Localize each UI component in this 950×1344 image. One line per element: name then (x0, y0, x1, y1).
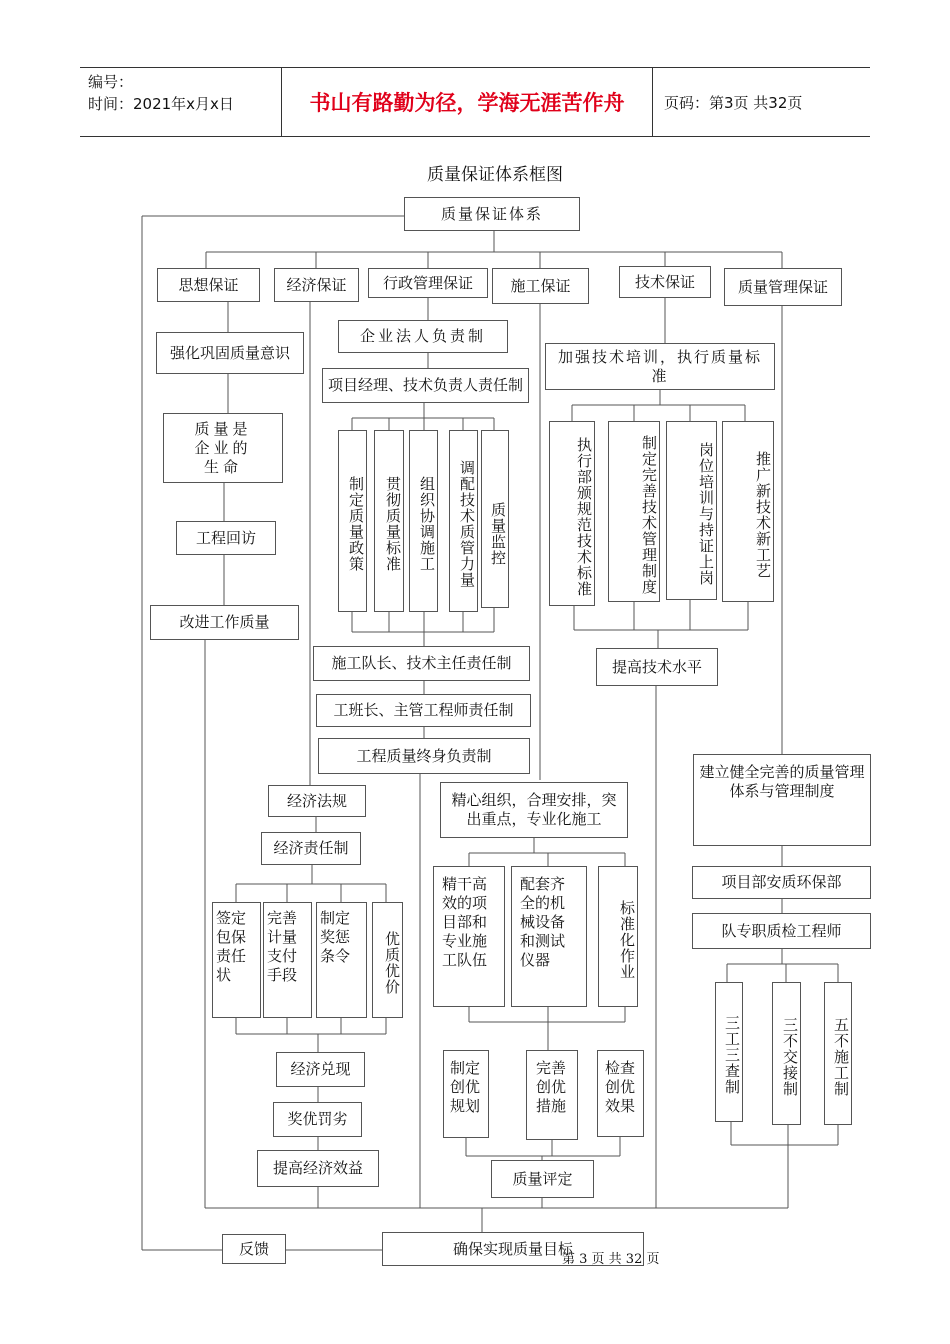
branch-thought: 思想保证 (157, 268, 260, 302)
tech-subitem-4: 推广新技术新工艺 (722, 421, 774, 602)
qm-rule-2: 三不交接制 (772, 982, 801, 1125)
admin-subitem-1: 制定质量政策 (338, 430, 367, 612)
econ-benefit: 提高经济效益 (257, 1150, 379, 1187)
header-page-info: 页码：第3页 共32页 (664, 93, 803, 112)
goal-node: 确保实现质量目标 (382, 1232, 644, 1266)
qm-dept: 项目部安质环保部 (692, 866, 871, 899)
branch-admin: 行政管理保证 (368, 268, 488, 298)
admin-pm-resp: 项目经理、技术负责人责任制 (322, 368, 529, 403)
qm-rule-1: 三工三查制 (715, 982, 743, 1122)
tech-training: 加强技术培训，执行质量标准 (545, 343, 775, 390)
admin-subitem-3: 组织协调施工 (409, 430, 438, 612)
tech-subitem-3: 岗位培训与持证上岗 (666, 421, 717, 600)
cons-organize: 精心组织，合理安排，突出重点，专业化施工 (440, 782, 628, 838)
cons-plan-2: 完善创优措施 (526, 1050, 578, 1140)
cons-subitem-1: 精干高效的项目部和专业施工队伍 (433, 866, 505, 1007)
thought-node-2: 质量是企业的生命 (163, 413, 283, 483)
cons-plan-3: 检查创优效果 (597, 1050, 644, 1137)
tech-subitem-1: 执行部颁规范技术标准 (549, 421, 595, 606)
header-motto: 书山有路勤为径，学海无涯苦作舟 (282, 68, 653, 136)
econ-subitem-4: 优质优价 (372, 902, 403, 1018)
qm-system: 建立健全完善的质量管理体系与管理制度 (693, 754, 871, 846)
econ-laws: 经济法规 (268, 785, 366, 817)
cons-subitem-3: 标准化作业 (598, 866, 638, 1007)
admin-subitem-2: 贯彻质量标准 (374, 430, 404, 612)
thought-node-3: 工程回访 (176, 521, 276, 555)
tech-subitem-2: 制定完善技术管理制度 (608, 421, 660, 602)
thought-node-4: 改进工作质量 (150, 605, 299, 640)
econ-subitem-1-text: 签定包保责任状 (216, 909, 247, 984)
econ-subitem-3 (316, 902, 367, 1018)
econ-subitem-2 (263, 902, 312, 1018)
econ-subitem-3-text: 制定奖惩条令 (320, 909, 351, 965)
cons-plan-1: 制定创优规划 (443, 1050, 489, 1138)
admin-lifetime: 工程质量终身负责制 (318, 738, 530, 774)
econ-cash: 经济兑现 (276, 1052, 365, 1087)
page-footer: 第 3 页 共 32 页 (562, 1252, 660, 1267)
qm-inspector: 队专职质检工程师 (692, 913, 871, 949)
cons-evaluation: 质量评定 (491, 1160, 594, 1198)
document-time: 时间：2021年x月x日 (88, 95, 234, 113)
tech-improve: 提高技术水平 (596, 648, 718, 686)
branch-technical: 技术保证 (619, 266, 711, 298)
admin-foreman: 工班长、主管工程师责任制 (316, 694, 531, 727)
branch-quality-mgmt: 质量管理保证 (724, 268, 842, 306)
diagram-title: 质量保证体系框图 (427, 165, 563, 185)
qm-rule-3: 五不施工制 (824, 982, 852, 1125)
branch-economic: 经济保证 (274, 268, 359, 302)
econ-resp: 经济责任制 (261, 832, 361, 865)
root-node: 质量保证体系 (404, 197, 580, 231)
econ-subitem-1 (212, 902, 261, 1018)
cons-subitem-2: 配套齐全的机械设备和测试仪器 (511, 866, 587, 1007)
admin-subitem-4: 调配技术质管力量 (449, 430, 478, 612)
admin-legal-rep: 企业法人负责制 (338, 320, 508, 353)
branch-construction: 施工保证 (492, 268, 589, 304)
econ-subitem-2-text: 完善计量支付手段 (267, 909, 298, 984)
admin-team-lead: 施工队长、技术主任责任制 (313, 646, 530, 681)
feedback-node: 反馈 (222, 1234, 286, 1264)
thought-node-1: 强化巩固质量意识 (156, 332, 304, 374)
document-number-label: 编号： (88, 73, 134, 91)
admin-subitem-5: 质量监控 (481, 430, 509, 608)
econ-reward: 奖优罚劣 (273, 1102, 362, 1137)
